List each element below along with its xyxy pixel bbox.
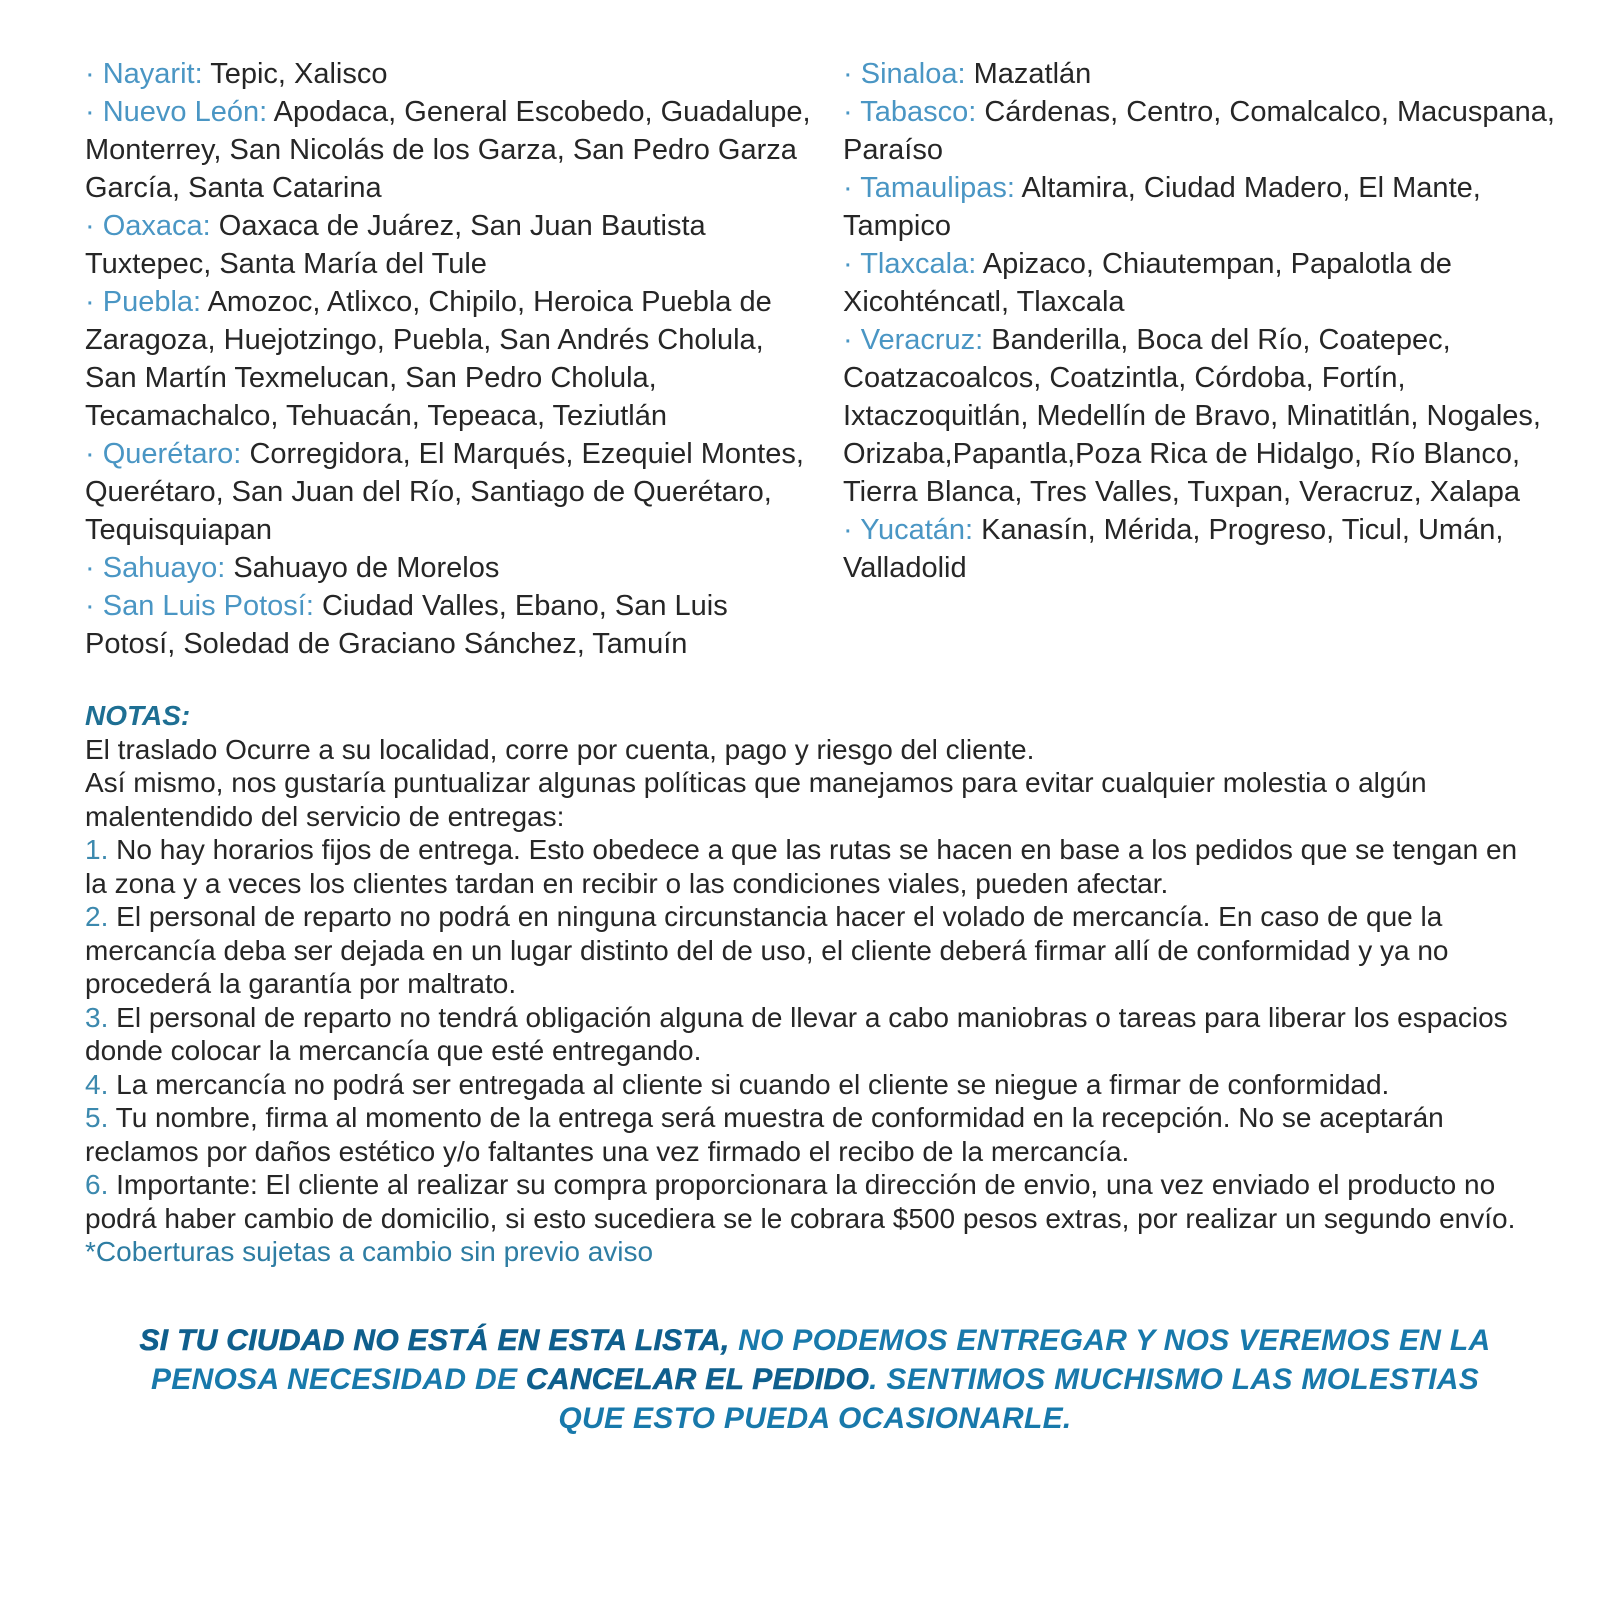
state-name: Veracruz: [860,324,984,356]
notes-section [85,699,1545,1269]
coverage-item-queretaro [85,435,823,549]
coverage-item-sahuayo [85,549,823,587]
note-item-4 [85,1068,1545,1102]
city-list: Amozoc, Atlixco, Chipilo, Heroica Puebla de Zaragoza, Huejotzingo, Puebla, San Andrés Cholula, San Martín Texmelucan, San Pedro Cholula, Tecamachalco, Tehuacán, Tepeaca, Teziutlán [85,286,772,432]
note-text: La mercancía no podrá ser entregada al cliente si cuando el cliente se niegue a firmar de conformidad. [108,1068,1390,1100]
bullet-dot: · [843,514,853,546]
coverage-item-oaxaca [85,207,823,283]
notes-intro-line-2: Así mismo, nos gustaría puntualizar algunas políticas que manejamos para evitar cualquier molestia o algún malentendido del servicio de entregas: [85,767,1427,832]
note-number: 6. [85,1169,109,1200]
state-name: San Luis Potosí: [102,590,314,622]
note-text: Importante: El cliente al realizar su compra proporcionara la dirección de envio, una vez enviado el producto no podrá haber cambio de domicilio, si esto sucediera se le cobrara $500 pesos extras, por realizar un segundo envío. [85,1169,1516,1234]
footer-warning-emphasis-2: CANCELAR EL PEDIDO [525,1362,870,1396]
note-text: No hay horarios fijos de entrega. Esto obedece a que las rutas se hacen en base a los pedidos que se tengan en la zona y a veces los clientes tardan en recibir o las condiciones viales, pueden afectar. [85,834,1518,899]
coverage-list [85,55,1555,663]
state-name: Nayarit: [102,58,203,90]
note-text: El personal de reparto no podrá en ninguna circunstancia hacer el volado de mercancía. En caso de que la mercancía deba ser dejada en un lugar distinto del de uso, el cliente deberá firmar allí de conformidad y ya no procederá la garantía por maltrato. [85,901,1449,999]
bullet-dot: · [843,172,853,204]
coverage-item-veracruz [843,321,1565,511]
bullet-dot: · [85,438,95,470]
city-list: Apizaco, Chiautempan, Papalotla de Xicohténcatl, Tlaxcala [843,248,1452,318]
note-item-3 [85,1001,1545,1068]
note-item-5 [85,1101,1545,1168]
bullet-dot: · [843,58,853,90]
bullet-dot: · [843,96,853,128]
footer-warning-text-2: . SENTIMOS MUCHISMO LAS MOLESTIAS QUE ESTO PUEDA OCASIONARLE. [558,1362,1480,1435]
note-number: 4. [85,1068,109,1100]
note-number: 1. [85,834,109,865]
coverage-item-nuevo-leon [85,93,823,207]
footer-warning-text-1: NO PODEMOS ENTREGAR Y NOS VEREMOS EN LA PENOSA NECESIDAD DE [150,1323,1491,1396]
coverage-disclaimer: *Coberturas sujetas a cambio sin previo aviso [85,1236,654,1267]
city-list: Sahuayo de Morelos [233,552,500,584]
state-name: Yucatán: [860,514,974,546]
footer-warning [118,1321,1513,1438]
bullet-dot: · [843,248,853,280]
bullet-dot: · [85,96,95,128]
note-text: El personal de reparto no tendrá obligación alguna de llevar a cabo maniobras o tareas para liberar los espacios donde colocar la mercancía que esté entregando. [85,1001,1508,1066]
city-list: Kanasín, Mérida, Progreso, Ticul, Umán, Valladolid [843,514,1504,584]
coverage-item-sinaloa [843,55,1565,93]
coverage-item-tlaxcala [843,245,1565,321]
state-name: Tabasco: [860,96,977,128]
note-item-2 [85,900,1545,1001]
state-name: Tamaulipas: [860,172,1015,204]
state-name: Querétaro: [102,438,242,470]
city-list: Tepic, Xalisco [210,58,388,90]
state-name: Tlaxcala: [860,248,977,280]
note-text: Tu nombre, firma al momento de la entrega será muestra de conformidad en la recepción. No se aceptarán reclamos por daños estético y/o faltantes una vez firmado el recibo de la mercancía. [85,1102,1444,1167]
note-item-1 [85,833,1545,900]
note-number: 2. [85,901,109,932]
coverage-item-tabasco [843,93,1565,169]
notes-intro-line-1: El traslado Ocurre a su localidad, corre por cuenta, pago y riesgo del cliente. [85,733,1035,765]
city-list: Ciudad Valles, Ebano, San Luis Potosí, Soledad de Graciano Sánchez, Tamuín [85,590,728,660]
notes-heading: NOTAS: [85,700,191,731]
coverage-item-puebla [85,283,823,435]
state-name: Nuevo León: [102,96,268,128]
bullet-dot: · [85,58,95,90]
coverage-item-nayarit [85,55,823,93]
state-name: Sinaloa: [860,58,966,90]
city-list: Oaxaca de Juárez, San Juan Bautista Tuxtepec, Santa María del Tule [85,210,706,280]
bullet-dot: · [85,590,95,622]
footer-warning-emphasis-1: SI TU CIUDAD NO ESTÁ EN ESTA LISTA, [139,1323,730,1357]
state-name: Oaxaca: [102,210,211,242]
coverage-item-tamaulipas [843,169,1565,245]
coverage-item-san-luis-potosi [85,587,823,663]
note-number: 5. [85,1102,109,1133]
city-list: Apodaca, General Escobedo, Guadalupe, Monterrey, San Nicolás de los Garza, San Pedro Garza García, Santa Catarina [85,96,811,204]
city-list: Cárdenas, Centro, Comalcalco, Macuspana, Paraíso [843,96,1555,166]
bullet-dot: · [85,552,95,584]
bullet-dot: · [85,286,95,318]
state-name: Puebla: [102,286,202,318]
state-name: Sahuayo: [102,552,226,584]
coverage-column-right [843,55,1565,663]
city-list: Banderilla, Boca del Río, Coatepec, Coatzacoalcos, Coatzintla, Córdoba, Fortín, Ixtaczoquitlán, Medellín de Bravo, Minatitlán, Nogales, Orizaba,Papantla,Poza Rica de Hidalgo, Río Blanco, Tierra Blanca, Tres Valles, Tuxpan, Veracruz, Xalapa [843,324,1541,508]
bullet-dot: · [85,210,95,242]
note-item-6 [85,1168,1545,1235]
city-list: Corregidora, El Marqués, Ezequiel Montes, Querétaro, San Juan del Río, Santiago de Querétaro, Tequisquiapan [85,438,804,546]
note-number: 3. [85,1001,109,1033]
coverage-column-left [85,55,823,663]
city-list: Altamira, Ciudad Madero, El Mante, Tampico [843,172,1481,242]
city-list: Mazatlán [973,58,1092,90]
bullet-dot: · [843,324,853,356]
coverage-item-yucatan [843,511,1565,587]
